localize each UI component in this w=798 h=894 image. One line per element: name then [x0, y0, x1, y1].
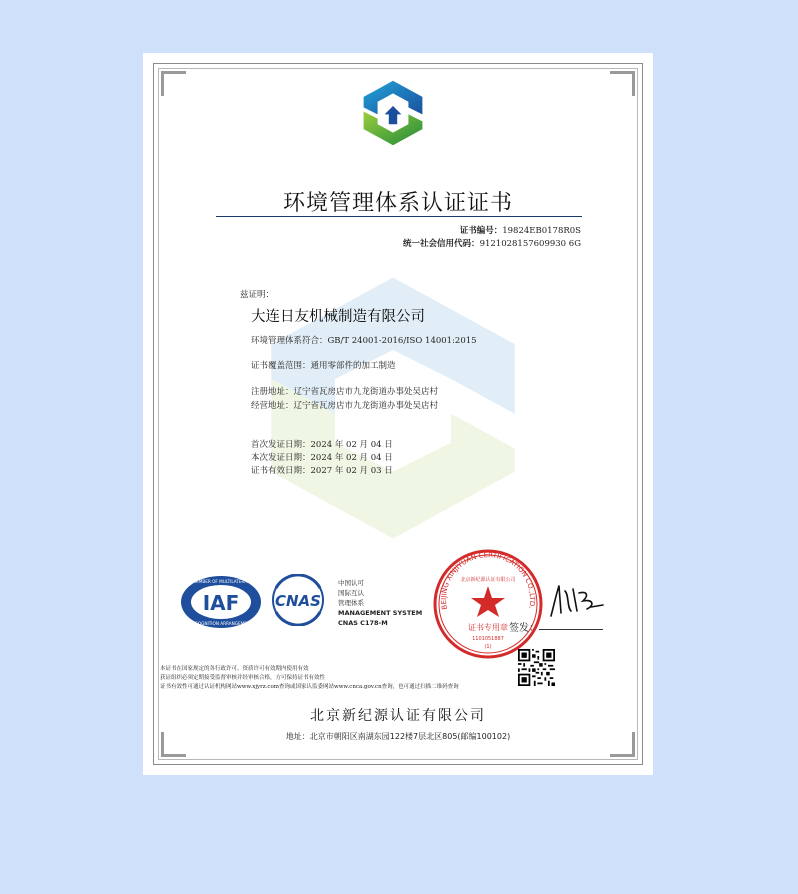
iaf-ring-bottom: RECOGNITION ARRANGEMENT	[189, 621, 253, 626]
scope-line: 证书覆盖范围：通用零部件的加工制造	[251, 361, 396, 371]
cert-number	[460, 224, 581, 236]
registered-address: 注册地址：辽宁省瓦房店市九龙街道办事处吴店村	[251, 387, 439, 397]
cnas-logo	[264, 574, 332, 626]
hereby-text: 兹证明：	[240, 290, 275, 300]
accr-line-1: 中国认可	[338, 579, 364, 587]
qr-code-icon[interactable]	[518, 649, 555, 686]
seal-ring-text: BEIJING XINJIYUAN CERTIFICATION CO.,LTD.	[439, 551, 537, 611]
corner-ornament	[610, 71, 635, 96]
credit-code	[403, 237, 581, 249]
cnas-text: CNAS	[275, 592, 321, 610]
credit-code-label: 统一社会信用代码：	[403, 239, 480, 249]
seal-inner-text: 北京新纪源认证有限公司	[460, 577, 516, 583]
expiry-date: 证书有效日期：2027 年 02 月 03 日	[251, 466, 393, 476]
standard-line: 环境管理体系符合：GB/T 24001-2016/ISO 14001:2015	[251, 336, 477, 346]
iaf-text: IAF	[202, 591, 240, 615]
corner-ornament	[161, 71, 186, 96]
certificate-paper	[143, 53, 653, 775]
footnote-3: 证书有效性可通过认证机构网站www.xjyrz.com查询或国家认监委网站www.cnca.gov.cn查询，也可通过扫描二维码查询	[160, 684, 459, 690]
accr-line-3: 管理体系	[338, 599, 364, 607]
issuer-name: 北京新纪源认证有限公司	[310, 708, 486, 724]
seal-bottom-text: 证书专用章	[468, 623, 508, 632]
issued-by-label: 签发：	[509, 623, 539, 634]
company-name: 大连日友机械制造有限公司	[251, 309, 425, 325]
certificate-title: 环境管理体系认证证书	[282, 191, 513, 216]
signature-line	[539, 629, 603, 630]
accr-line-4: MANAGEMENT SYSTEM	[338, 609, 423, 617]
iaf-ring-top: MEMBER OF MULTILATERAL	[192, 579, 250, 584]
cert-number-label: 证书编号：	[459, 226, 503, 236]
cert-number-value: 19824EB0178R0S	[502, 226, 581, 236]
seal-star-icon	[471, 586, 505, 617]
official-seal	[432, 548, 544, 660]
title-underline	[216, 216, 582, 217]
this-issue-date: 本次发证日期：2024 年 02 月 04 日	[251, 453, 393, 463]
seal-number: 1101051887	[472, 636, 504, 642]
footnote-2: 获证组织必须定期接受监督审核并经审核合格，方可保持证书有效性	[160, 675, 326, 681]
certifier-logo	[358, 78, 428, 148]
seal-circled: (1)	[484, 644, 492, 650]
handwritten-signature	[543, 581, 613, 621]
accr-line-2: 国际互认	[338, 589, 364, 597]
footnote-1: 本证书在国家规定的各行政许可、资质许可有效期内使用有效	[160, 666, 309, 672]
iaf-logo	[180, 575, 262, 629]
operating-address: 经营地址：辽宁省瓦房店市九龙街道办事处吴店村	[251, 401, 439, 411]
first-issue-date: 首次发证日期：2024 年 02 月 04 日	[251, 440, 393, 450]
credit-code-value: 9121028157609930 6G	[479, 239, 581, 249]
accr-line-5: CNAS C178-M	[338, 619, 388, 627]
issuer-address: 地址：北京市朝阳区南湖东园122楼7层北区805(邮编100102)	[285, 732, 511, 741]
